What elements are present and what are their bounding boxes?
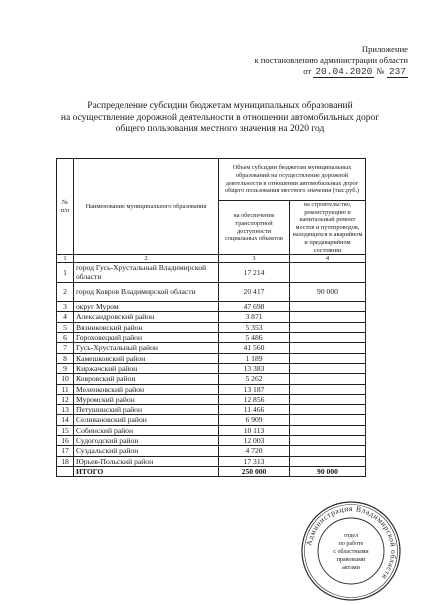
title-line-2: на осуществление дорожной деятельности в отношении автомобильных дорог (60, 112, 380, 123)
municipality-name: Ковровский район (74, 374, 219, 384)
title-line-1: Распределение субсидии бюджетам муниципальных образований (87, 101, 353, 111)
subsidy-transport: 10 113 (219, 425, 290, 435)
table-row (57, 384, 366, 394)
subsidy-bridges (290, 384, 366, 394)
number-label: № (376, 66, 385, 76)
total-row (57, 466, 366, 476)
municipality-name: округ Муром (74, 302, 219, 312)
table-row (57, 333, 366, 343)
total-label: ИТОГО (74, 466, 219, 476)
seal-inner-line: правовыми (336, 557, 366, 563)
subsidy-transport: 5 486 (219, 333, 290, 343)
subsidy-bridges (290, 302, 366, 312)
municipality-name: Киржачский район (74, 363, 219, 373)
subsidy-transport: 1 189 (219, 353, 290, 363)
subsidy-bridges (290, 446, 366, 456)
row-number: 16 (57, 436, 74, 446)
column-number: 2 (74, 255, 219, 263)
decree-number: 237 (388, 66, 406, 77)
subsidy-transport: 3 871 (219, 312, 290, 322)
header-num: № п/п (57, 159, 74, 255)
subsidy-bridges (290, 363, 366, 373)
row-number: 18 (57, 456, 74, 466)
subsidy-transport: 13 187 (219, 384, 290, 394)
column-number: 3 (219, 255, 290, 263)
appendix-date-line (254, 66, 408, 78)
row-number: 2 (57, 282, 74, 302)
subsidy-transport: 5 353 (219, 322, 290, 332)
row-number: 6 (57, 333, 74, 343)
subsidy-transport: 17 313 (219, 456, 290, 466)
document-title (40, 101, 400, 136)
municipality-name: Селивановский район (74, 415, 219, 425)
table-row (57, 446, 366, 456)
subsidy-transport: 12 003 (219, 436, 290, 446)
row-number: 8 (57, 353, 74, 363)
subsidy-bridges (290, 436, 366, 446)
subsidy-bridges (290, 343, 366, 353)
subsidy-transport: 47 698 (219, 302, 290, 312)
table-row (57, 282, 366, 302)
subsidy-bridges (290, 415, 366, 425)
row-number: 5 (57, 322, 74, 332)
row-number: 13 (57, 405, 74, 415)
row-number: 9 (57, 363, 74, 373)
subsidy-bridges (290, 312, 366, 322)
table-row (57, 436, 366, 446)
from-label: от (303, 66, 312, 76)
subsidy-bridges (290, 456, 366, 466)
column-number: 1 (57, 255, 74, 263)
subsidy-bridges (290, 353, 366, 363)
subsidy-transport: 6 909 (219, 415, 290, 425)
appendix-header (254, 44, 408, 78)
total-col4: 90 000 (290, 466, 366, 476)
municipality-name: Камешковский район (74, 353, 219, 363)
table-row (57, 394, 366, 404)
table-row (57, 312, 366, 322)
subsidy-transport: 41 560 (219, 343, 290, 353)
row-number: 7 (57, 343, 74, 353)
municipality-name: Гусь-Хрустальный район (74, 343, 219, 353)
subsidy-transport: 11 466 (219, 405, 290, 415)
subsidy-transport: 4 720 (219, 446, 290, 456)
column-number-row (57, 255, 366, 263)
table-row (57, 425, 366, 435)
header-col4: на строительство, реконструкцию и капитальный ремонт мостов и путепроводов, находящихся в аварийном и предаварийном состоянии (290, 201, 366, 255)
appendix-subtitle: к постановлению администрации области (254, 55, 408, 65)
municipality-name: Юрьев-Польский район (74, 456, 219, 466)
row-number: 1 (57, 263, 74, 283)
municipality-name: город Гусь-Хрустальный Владимирской области (74, 263, 219, 283)
table-row (57, 456, 366, 466)
subsidy-transport: 13 383 (219, 363, 290, 373)
table-row (57, 353, 366, 363)
subsidy-bridges (290, 263, 366, 283)
subsidy-bridges (290, 374, 366, 384)
official-seal (300, 500, 402, 602)
header-group: Объем субсидии бюджетам муниципальных образований на осуществление дорожной деятельности в отношении автомобильных дорог общего пользования местного значения (тыс.руб.) (219, 159, 366, 201)
subsidy-bridges (290, 322, 366, 332)
subsidy-transport: 20 417 (219, 282, 290, 302)
table-row (57, 263, 366, 283)
row-number: 11 (57, 384, 74, 394)
municipality-name: Муромский район (74, 394, 219, 404)
municipality-name: Петушинский район (74, 405, 219, 415)
municipality-name: Собинский район (74, 425, 219, 435)
row-number: 10 (57, 374, 74, 384)
subsidy-bridges (290, 333, 366, 343)
decree-date: 20.04.2020 (315, 66, 373, 77)
municipality-name: Суздальский район (74, 446, 219, 456)
seal-inner-line: актами (342, 565, 360, 571)
table-row (57, 302, 366, 312)
subsidy-bridges (290, 394, 366, 404)
municipality-name: Меленковский район (74, 384, 219, 394)
total-col3: 250 000 (219, 466, 290, 476)
municipality-name: Александровский район (74, 312, 219, 322)
municipality-name: Вязниковский район (74, 322, 219, 332)
row-number: 14 (57, 415, 74, 425)
subsidy-table (56, 158, 366, 477)
table-row (57, 405, 366, 415)
municipality-name: Судогодский район (74, 436, 219, 446)
municipality-name: город Ковров Владимирской области (74, 282, 219, 302)
row-number: 17 (57, 446, 74, 456)
table-row (57, 363, 366, 373)
column-number: 4 (290, 255, 366, 263)
seal-inner-line: отдел (343, 533, 359, 539)
header-name: Наименование муниципального образования (74, 159, 219, 255)
subsidy-transport: 17 214 (219, 263, 290, 283)
subsidy-transport: 5 262 (219, 374, 290, 384)
row-number: 15 (57, 425, 74, 435)
subsidy-bridges (290, 405, 366, 415)
table-row (57, 322, 366, 332)
seal-inner-line: с областными (333, 549, 369, 555)
subsidy-bridges (290, 425, 366, 435)
row-number: 3 (57, 302, 74, 312)
table-row (57, 415, 366, 425)
subsidy-transport: 12 856 (219, 394, 290, 404)
row-number: 12 (57, 394, 74, 404)
table-row (57, 343, 366, 353)
title-line-3: общего пользования местного значения на 2020 год (115, 124, 325, 134)
table-row (57, 374, 366, 384)
municipality-name: Гороховецкий район (74, 333, 219, 343)
row-number: 4 (57, 312, 74, 322)
seal-outer-text: Администрация Владимирской области (304, 503, 399, 582)
seal-inner-line: по работе (338, 541, 364, 547)
subsidy-bridges: 90 000 (290, 282, 366, 302)
appendix-title: Приложение (361, 44, 408, 54)
header-col3: на обеспечение транспортной доступности социальных объектов (219, 201, 290, 255)
